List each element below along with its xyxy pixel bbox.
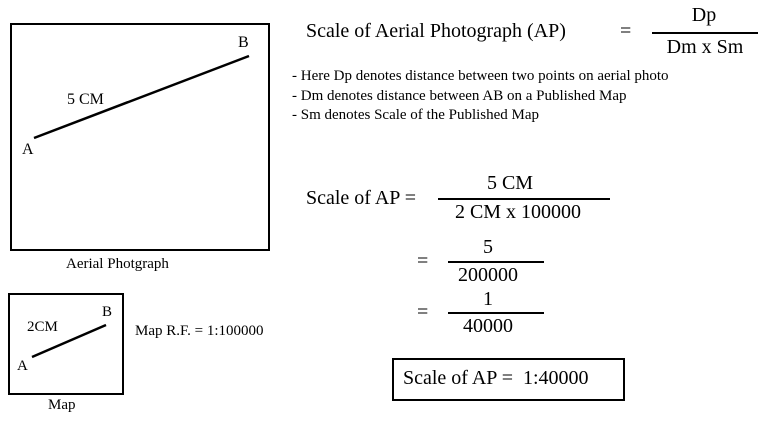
calc-step2-fraction-bar — [448, 261, 544, 263]
formula-lhs: Scale of Aerial Photograph (AP) — [306, 20, 566, 42]
aerial-point-b: B — [238, 34, 249, 51]
map-caption: Map — [48, 397, 76, 413]
calc-step1-denominator: 2 CM x 100000 — [454, 201, 582, 223]
calc-step1-numerator: 5 CM — [486, 172, 534, 194]
note-dp: - Here Dp denotes distance between two points on aerial photo — [292, 68, 669, 84]
note-dm: - Dm denotes distance between AB on a Published Map — [292, 88, 627, 104]
map-point-b: B — [102, 304, 113, 320]
formula-equals: = — [620, 20, 632, 42]
calc-step1-lhs: Scale of AP = — [306, 187, 416, 209]
formula-fraction-bar — [652, 32, 758, 34]
calc-step3-fraction-bar — [448, 312, 544, 314]
map-distance-label: 2CM — [27, 319, 58, 335]
aerial-distance-label: 5 CM — [67, 91, 104, 108]
calc-step3-numerator: 1 — [483, 288, 493, 310]
calc-step3-equals: = — [417, 301, 429, 323]
aerial-photo-caption: Aerial Photgraph — [66, 256, 169, 272]
formula-numerator: Dp — [691, 4, 717, 26]
map-point-a: A — [17, 358, 28, 374]
map-rf-label: Map R.F. = 1:100000 — [135, 323, 264, 339]
calc-step1-fraction-bar — [438, 198, 610, 200]
calc-step3-denominator: 40000 — [463, 315, 513, 337]
calc-step2-equals: = — [417, 250, 429, 272]
calc-step2-denominator: 200000 — [458, 264, 518, 286]
calc-step2-numerator: 5 — [483, 236, 493, 258]
result-text: Scale of AP = 1:40000 — [403, 367, 589, 389]
note-sm: - Sm denotes Scale of the Published Map — [292, 107, 540, 123]
aerial-point-a: A — [22, 141, 34, 158]
formula-denominator: Dm x Sm — [666, 36, 744, 58]
